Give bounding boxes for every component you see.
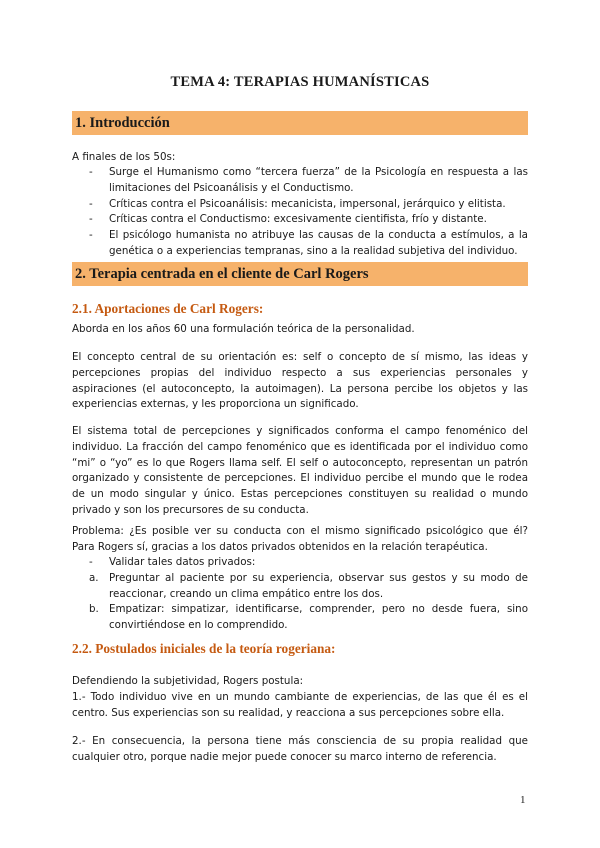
list-item-text: Validar tales datos privados:	[109, 556, 256, 568]
list-item-text: Empatizar: simpatizar, identificarse, comprender, pero no desde fuera, sino convirtiéndose en lo comprendido.	[109, 603, 528, 632]
list-marker: -	[89, 229, 93, 242]
list-item	[72, 602, 528, 634]
subsection-heading-postulados: 2.2. Postulados iniciales de la teoría rogeriana:	[72, 641, 336, 656]
paragraph: El concepto central de su orientación es: self o concepto de sí mismo, las ideas y percepciones propias del individuo respecto a sus experiencias personales y aspiraciones (el autoconcepto, la autoimagen). La persona percibe los objetos y las experiencias externas, y les proporciona un significado.	[72, 351, 528, 411]
subsection-heading-aportaciones: 2.1. Aportaciones de Carl Rogers:	[72, 301, 264, 316]
paragraph: El sistema total de percepciones y significados conforma el campo fenoménico del individuo. La fracción del campo fenoménico que es identificada por el individuo como “mi” o “yo” es lo que Rogers llama self. El self o autoconcepto, representan un patrón organizado y consistente de percepciones. El individuo percibe el mundo que le rodea de un modo singular y único. Estas percepciones constituyen su realidad o mundo privado y son los precursores de su conducta.	[72, 425, 528, 516]
list-item-text: Preguntar al paciente por su experiencia, observar sus gestos y su modo de reaccionar, creando un clima empático entre los dos.	[109, 571, 528, 600]
paragraph: 2.- En consecuencia, la persona tiene más consciencia de su propia realidad que cualquier otro, porque nadie mejor puede conocer su marco interno de referencia.	[72, 735, 528, 763]
page-number: 1	[520, 794, 526, 806]
section-heading-introduccion: 1. Introducción	[72, 111, 528, 135]
intro-bullet-list	[72, 165, 528, 260]
list-marker: -	[89, 197, 93, 210]
list-item	[72, 228, 528, 260]
list-item	[72, 555, 528, 571]
list-marker: a.	[89, 571, 99, 584]
list-item	[72, 165, 528, 197]
paragraph: 1.- Todo individuo vive en un mundo cambiante de experiencias, de las que él es el centro. Sus experiencias son su realidad, y reacciona a sus percepciones sobre ella.	[72, 691, 528, 719]
list-marker: -	[89, 556, 93, 568]
intro-lead-text: A finales de los 50s:	[72, 151, 176, 163]
list-item	[72, 197, 528, 213]
paragraph: Aborda en los años 60 una formulación teórica de la personalidad.	[72, 323, 415, 335]
list-item-text: Críticas contra el Conductismo: excesivamente cientifista, frío y distante.	[109, 213, 487, 226]
paragraph: Problema: ¿Es posible ver su conducta con el mismo significado psicológico que él? Para Rogers sí, gracias a los datos privados obtenidos en la relación terapéutica.	[72, 525, 528, 553]
list-item	[72, 571, 528, 603]
list-marker: -	[89, 213, 93, 226]
document-title: TEMA 4: TERAPIAS HUMANÍSTICAS	[170, 74, 430, 90]
list-item-text: El psicólogo humanista no atribuye las causas de la conducta a estímulos, a la genética o a experiencias tempranas, sino a la realidad subjetiva del individuo.	[109, 229, 528, 257]
section-heading-carl-rogers: 2. Terapia centrada en el cliente de Carl Rogers	[72, 262, 528, 286]
list-marker: b.	[89, 603, 99, 616]
validation-list	[72, 555, 528, 634]
list-marker: -	[89, 166, 93, 178]
paragraph: Defendiendo la subjetividad, Rogers postula:	[72, 675, 304, 687]
list-item	[72, 212, 528, 228]
list-item-text: Críticas contra el Psicoanálisis: mecanicista, impersonal, jerárquico y elitista.	[109, 197, 506, 210]
list-item-text: Surge el Humanismo como “tercera fuerza” de la Psicología en respuesta a las limitaciones del Psicoanálisis y el Conductismo.	[109, 166, 528, 194]
